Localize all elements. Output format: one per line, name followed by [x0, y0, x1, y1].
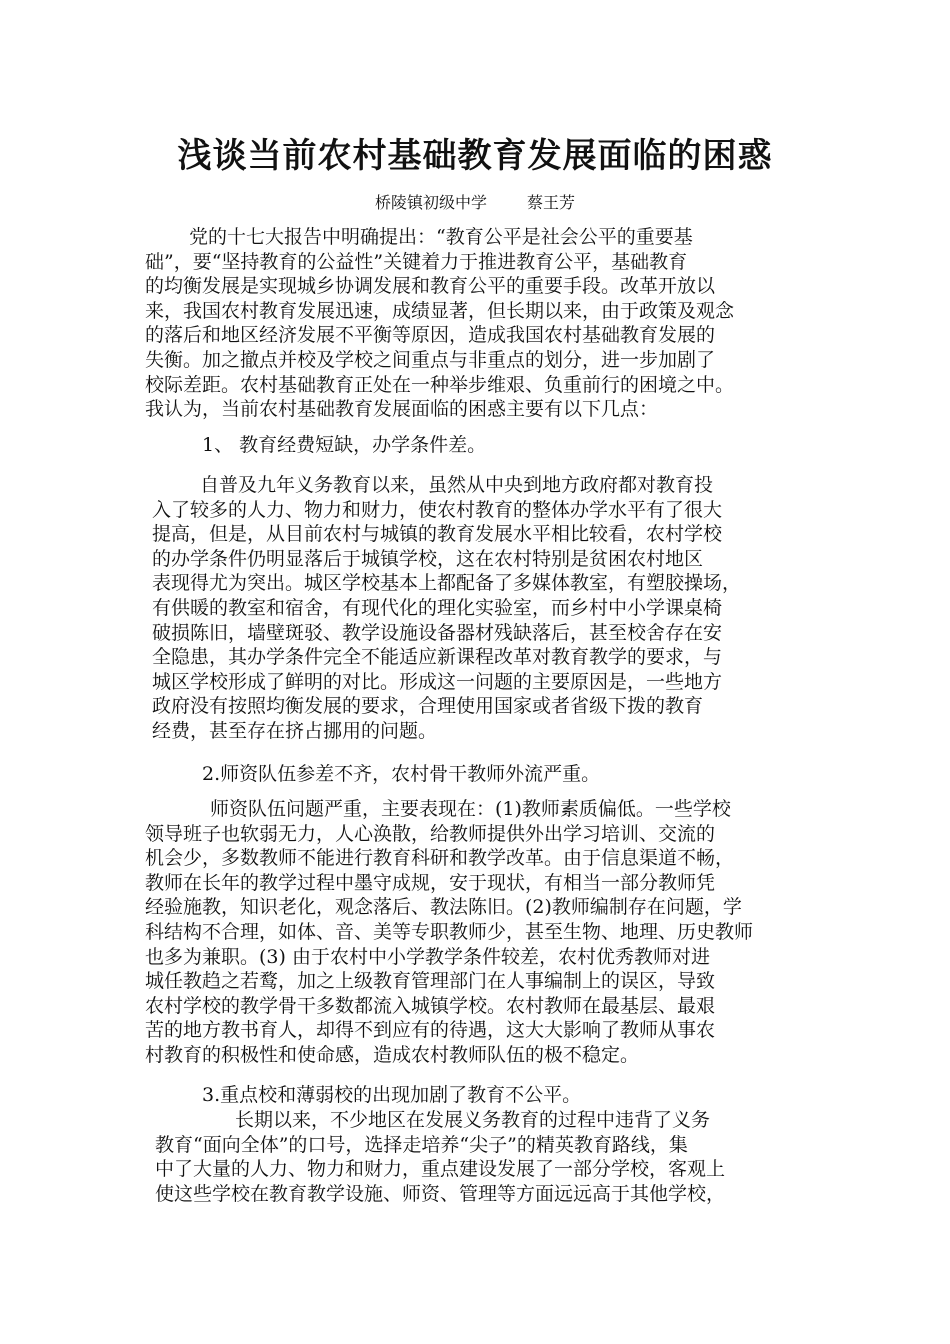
text-line: 教育“面向全体”的口号，选择走培养“尖子”的精英教育路线，集: [155, 1133, 688, 1156]
section-heading-2: [202, 762, 600, 787]
section-heading-3: [202, 1083, 581, 1108]
text-line: 入了较多的人力、物力和财力，使农村教育的整体办学水平有了很大: [152, 498, 723, 521]
text-line: 也多为兼职。(3) 由于农村中小学教学条件较差，农村优秀教师对进: [145, 945, 710, 968]
text-line: 师资队伍问题严重，主要表现在：(1)教师素质偏低。一些学校: [210, 798, 731, 820]
text-line: 农村学校的教学骨干多数都流入城镇学校。农村教师在最基层、最艰: [145, 994, 716, 1017]
school-name: 桥陵镇初级中学: [374, 193, 487, 212]
paragraph-teachers: [145, 797, 817, 1068]
text-line: 破损陈旧，墙壁斑驳、教学设施设备器材残缺落后，甚至校舍存在安: [152, 621, 723, 644]
text-line: 经费，甚至存在挤占挪用的问题。: [152, 719, 438, 742]
text-line: 科结构不合理，如体、音、美等专职教师少，甚至生物、地理、历史教师: [145, 920, 754, 943]
paragraph-funding: [152, 473, 812, 744]
text-line: 的办学条件仍明显落后于城镇学校，这在农村特别是贫困农村地区: [152, 547, 704, 570]
text-line: 础”，要“坚持教育的公益性”关键着力于推进教育公平，基础教育: [145, 250, 688, 273]
text-line: 提高，但是，从目前农村与城镇的教育发展水平相比较看，农村学校: [152, 523, 723, 546]
heading-text: 1、 教育经费短缺，办学条件差。: [202, 434, 487, 456]
text-line: 失衡。加之撤点并校及学校之间重点与非重点的划分，进一步加剧了: [145, 348, 716, 371]
text-line: 表现得尤为突出。城区学校基本上都配备了多媒体教室，有塑胶操场，: [152, 572, 742, 595]
text-line: 教师在长年的教学过程中墨守成规，安于现状，有相当一部分教师凭: [145, 871, 716, 894]
paragraph-key-schools: [155, 1108, 810, 1206]
text-line: 城任教趋之若鹜，加之上级教育管理部门在人事编制上的误区，导致: [145, 970, 716, 993]
text-line: 机会少，多数教师不能进行教育科研和教学改革。由于信息渠道不畅，: [145, 847, 735, 870]
heading-text: 3.重点校和薄弱校的出现加剧了教育不公平。: [202, 1084, 582, 1106]
intro-paragraph: [145, 225, 817, 422]
text-line: 的均衡发展是实现城乡协调发展和教育公平的重要手段。改革开放以: [145, 275, 716, 298]
text-line: 来，我国农村教育发展迅速，成绩显著，但长期以来，由于政策及观念: [145, 299, 735, 322]
byline: [0, 190, 950, 213]
text-line: 经验施教，知识老化，观念落后、教法陈旧。(2)教师编制存在问题，学: [145, 896, 742, 919]
text-line: 长期以来，不少地区在发展义务教育的过程中违背了义务: [235, 1109, 711, 1131]
text-line: 的落后和地区经济发展不平衡等原因，造成我国农村基础教育发展的: [145, 324, 716, 347]
text-line: 自普及九年义务教育以来，虽然从中央到地方政府都对教育投: [200, 474, 714, 496]
text-line: 有供暖的教室和宿舍，有现代化的理化实验室，而乡村中小学课桌椅: [152, 596, 723, 619]
text-line: 校际差距。农村基础教育正处在一种举步维艰、负重前行的困境之中。: [145, 373, 735, 396]
author-name: 蔡王芳: [527, 193, 576, 212]
text-line: 政府没有按照均衡发展的要求，合理使用国家或者省级下拨的教育: [152, 695, 704, 718]
heading-text: 2.师资队伍参差不齐，农村骨干教师外流严重。: [202, 763, 601, 785]
text-line: 中了大量的人力、物力和财力，重点建设发展了一部分学校，客观上: [155, 1158, 726, 1181]
text-line: 领导班子也软弱无力，人心涣散，给教师提供外出学习培训、交流的: [145, 822, 716, 845]
section-heading-1: [202, 433, 486, 458]
text-line: 村教育的积极性和使命感，造成农村教师队伍的极不稳定。: [145, 1043, 640, 1066]
text-line: 全隐患，其办学条件完全不能适应新课程改革对教育教学的要求，与: [152, 646, 723, 669]
text-line: 党的十七大报告中明确提出：“教育公平是社会公平的重要基: [189, 226, 693, 248]
text-line: 我认为，当前农村基础教育发展面临的困惑主要有以下几点：: [145, 398, 659, 421]
document-title: 浅谈当前农村基础教育发展面临的困惑: [177, 136, 773, 176]
text-line: 苦的地方教书育人，却得不到应有的待遇，这大大影响了教师从事农: [145, 1019, 716, 1042]
text-line: 使这些学校在教育教学设施、师资、管理等方面远远高于其他学校，: [155, 1182, 726, 1205]
text-line: 城区学校形成了鲜明的对比。形成这一问题的主要原因是，一些地方: [152, 670, 723, 693]
